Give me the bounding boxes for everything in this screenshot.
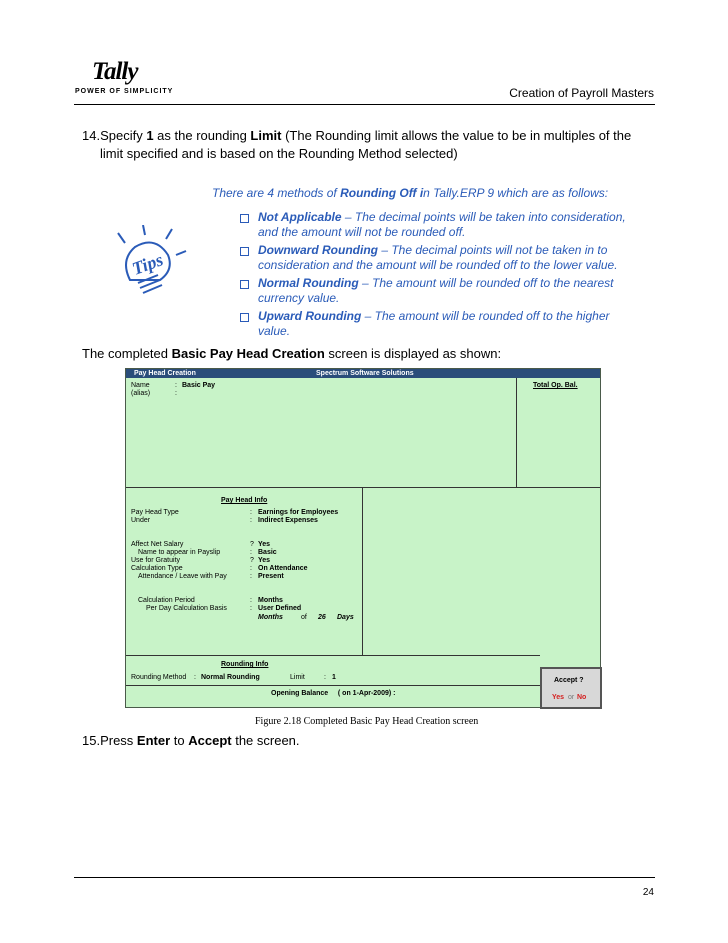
step15-mid: to: [170, 733, 189, 748]
step14-field: Limit: [250, 128, 282, 143]
tip-item: [240, 309, 635, 339]
tip-desc: – The amount will be rounded off to the higher value.: [258, 309, 610, 338]
tip-item: [240, 210, 635, 240]
divider: [126, 685, 540, 686]
completed-post: screen is displayed as shown:: [324, 346, 502, 361]
name-value: Basic Pay: [182, 382, 216, 389]
tally-logo: Tally: [92, 58, 138, 85]
step14-rest: (The Rounding limit allows the value to be in multiples of the: [281, 128, 632, 143]
name-label: Name: [131, 382, 150, 389]
step-15: [82, 733, 300, 748]
accept-no-button[interactable]: No: [577, 694, 587, 701]
under-label: Under: [131, 517, 151, 524]
bullet-icon: [240, 280, 249, 289]
opening-balance: Opening Balance ( on 1-Apr-2009) :: [271, 690, 396, 697]
step15-key: Enter: [136, 733, 171, 748]
payslip-name-label: Name to appear in Payslip: [138, 549, 221, 556]
step15-prefix: 15.Press: [82, 733, 137, 748]
pay-head-creation-screen: Pay Head Creation Spectrum Software Solutions Name : Basic Pay (alias) : Total Op. Bal. Pay Head Info Pay Head Type : Earnings for Employees Under : Indirect Expenses Affect Net Salary ? Yes Name to appear in Payslip : Basic Use for Gratuity ? Yes Calculation Type : On Attendance Attendance / Leave with Pay : Present Calculation Period : Months Per Day Calculation Basis : User Defined Months of 26 Days Rounding Info Rounding Method : Normal Rounding Limit : 1 Opening Balance ( on 1-Apr-2009) : Accept ? Yes or No: [125, 368, 601, 708]
tip-desc: – The amount will be rounded off to the nearest currency value.: [258, 276, 614, 305]
tip-term: Downward Rounding: [258, 243, 378, 257]
total-op-bal-panel: [516, 378, 600, 488]
tips-label: Tips: [129, 249, 166, 279]
logo-tagline: POWER OF SIMPLICITY: [75, 88, 174, 95]
total-op-bal-label: Total Op. Bal.: [533, 382, 578, 389]
accept-yes-button[interactable]: Yes: [552, 694, 565, 701]
header-rule: [74, 104, 655, 105]
payslip-name-value: Basic: [258, 549, 277, 556]
divider: [126, 655, 540, 656]
tip-term: Not Applicable: [258, 210, 342, 224]
tips-intro-pre: There are 4 methods of: [212, 186, 341, 200]
tips-list: [240, 210, 635, 342]
gratuity-value: Yes: [258, 557, 271, 564]
step14-line2: limit specified and is based on the Rounding Method selected): [100, 146, 458, 161]
per-day-basis-value: User Defined: [258, 605, 302, 612]
rounding-method-label: Rounding Method: [131, 674, 187, 681]
pay-head-type-value: Earnings for Employees: [258, 509, 339, 516]
completed-line: [82, 346, 501, 361]
step15-action: Accept: [188, 733, 232, 748]
basis-months: Months: [258, 614, 283, 621]
figure-caption: Figure 2.18 Completed Basic Pay Head Creation screen: [255, 716, 479, 727]
bullet-icon: [240, 313, 249, 322]
basis-of: of: [301, 614, 307, 621]
limit-value: 1: [332, 674, 336, 681]
screen-title: Pay Head Creation: [134, 370, 196, 377]
completed-bold: Basic Pay Head Creation: [171, 346, 325, 361]
gratuity-label: Use for Gratuity: [131, 557, 181, 564]
calculation-period-label: Calculation Period: [138, 597, 195, 604]
bullet-icon: [240, 214, 249, 223]
tip-term: Upward Rounding: [258, 309, 362, 323]
pay-head-type-label: Pay Head Type: [131, 509, 179, 516]
company-name: Spectrum Software Solutions: [316, 370, 414, 377]
rounding-info-header: Rounding Info: [221, 661, 269, 668]
tip-desc: – The decimal points will not be taken in to consideration and the amount will be rounded off to the lower value.: [258, 243, 618, 272]
page-number: 24: [642, 887, 654, 898]
bullet-icon: [240, 247, 249, 256]
step14-mid: as the rounding: [153, 128, 251, 143]
tip-term: Normal Rounding: [258, 276, 359, 290]
basis-days: Days: [337, 614, 354, 621]
tips-lightbulb-icon: [110, 225, 190, 305]
affect-net-salary-value: Yes: [258, 541, 271, 548]
accept-or: or: [568, 694, 575, 701]
limit-label: Limit: [290, 674, 305, 681]
step-14: [82, 127, 657, 163]
rounding-method-value: Normal Rounding: [201, 674, 260, 681]
accept-question: Accept ?: [554, 677, 584, 684]
affect-net-salary-label: Affect Net Salary: [131, 541, 184, 548]
tip-desc: – The decimal points will be taken into consideration, and the amount will not be rounded off.: [258, 210, 626, 239]
calculation-type-label: Calculation Type: [131, 565, 183, 572]
tip-item: [240, 243, 635, 273]
pay-head-info-header: Pay Head Info: [221, 497, 268, 504]
screen-title-bar: [126, 369, 600, 378]
section-title: Creation of Payroll Masters: [509, 86, 654, 100]
step14-value: 1: [146, 128, 154, 143]
alias-label: (alias): [131, 390, 151, 397]
accept-dialog[interactable]: [540, 667, 602, 709]
step14-prefix: 14.Specify: [82, 128, 147, 143]
tip-item: [240, 276, 635, 306]
attendance-label: Attendance / Leave with Pay: [138, 573, 227, 580]
divider: [362, 487, 363, 655]
tips-intro: [212, 186, 608, 200]
completed-pre: The completed: [82, 346, 172, 361]
step15-post: the screen.: [231, 733, 300, 748]
tips-intro-bold: Rounding Off i: [340, 186, 424, 200]
attendance-value: Present: [258, 573, 284, 580]
under-value: Indirect Expenses: [258, 517, 318, 524]
footer-rule: [74, 877, 655, 878]
basis-days-number: 26: [318, 614, 326, 621]
tips-intro-post: n Tally.ERP 9 which are as follows:: [423, 186, 609, 200]
calculation-type-value: On Attendance: [258, 565, 308, 572]
calculation-period-value: Months: [258, 597, 283, 604]
per-day-basis-label: Per Day Calculation Basis: [146, 605, 227, 612]
